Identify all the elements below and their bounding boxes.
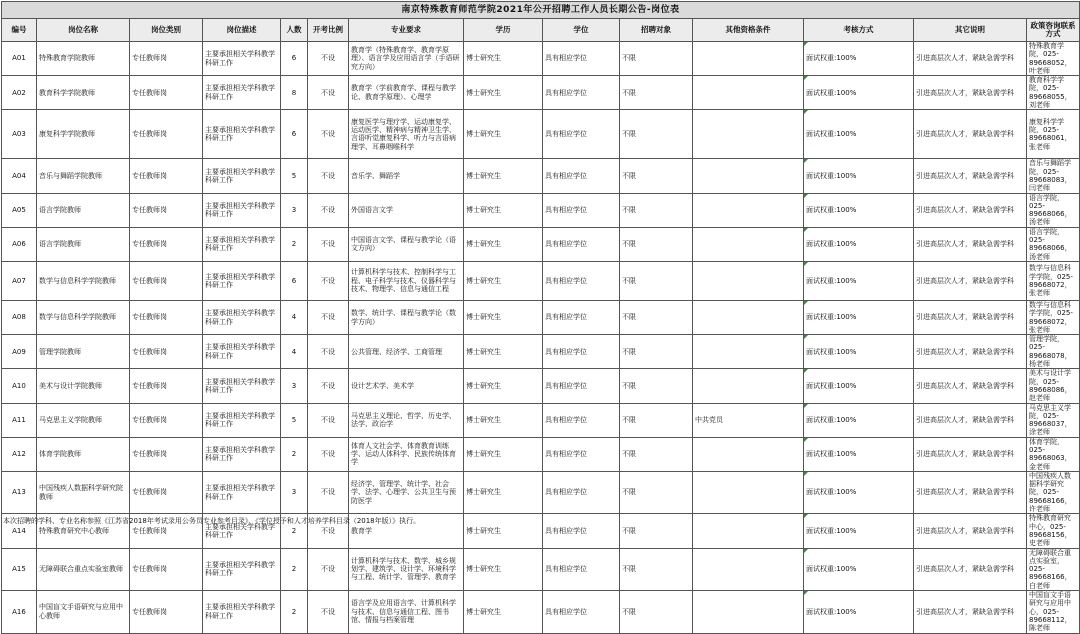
cell-major: 音乐学、舞蹈学	[349, 159, 464, 193]
cell-degree: 具有相应学位	[543, 335, 620, 369]
cell-degree: 具有相应学位	[543, 42, 620, 76]
cell-ratio: 不设	[308, 514, 349, 548]
cell-count: 6	[281, 42, 308, 76]
cell-position-name: 中国残疾人数据科学研究院教师	[37, 471, 130, 513]
cell-remarks: 引进高层次人才，紧缺急需学科	[914, 300, 1027, 334]
cell-ratio: 不设	[308, 471, 349, 513]
cell-contact: 语言学院，025-89668066，汤老师	[1027, 193, 1080, 227]
column-header: 学历	[464, 19, 543, 42]
cell-id: A10	[2, 369, 37, 403]
cell-description: 主要承担相关学科教学科研工作	[203, 514, 281, 548]
cell-other-requirements	[693, 514, 804, 548]
cell-count: 6	[281, 110, 308, 159]
cell-major: 语言学及应用语言学、计算机科学与技术、信息与通信工程、图书馆、情报与档案管理	[349, 591, 464, 633]
cell-contact: 马克思主义学院，025-89668037，涂老师	[1027, 403, 1080, 437]
cell-education: 博士研究生	[464, 403, 543, 437]
table-row	[2, 227, 1080, 261]
cell-remarks: 引进高层次人才，紧缺急需学科	[914, 369, 1027, 403]
table-row	[2, 548, 1080, 590]
cell-count: 8	[281, 76, 308, 110]
cell-description: 主要承担相关学科教学科研工作	[203, 227, 281, 261]
column-header: 学位	[543, 19, 620, 42]
cell-exam-method: 面试权重:100%	[804, 369, 914, 403]
cell-education: 博士研究生	[464, 42, 543, 76]
cell-other-requirements	[693, 369, 804, 403]
cell-degree: 具有相应学位	[543, 300, 620, 334]
cell-position-name: 语言学院教师	[37, 227, 130, 261]
cell-degree: 具有相应学位	[543, 110, 620, 159]
cell-education: 博士研究生	[464, 76, 543, 110]
cell-degree: 具有相应学位	[543, 227, 620, 261]
cell-degree: 具有相应学位	[543, 514, 620, 548]
cell-id: A15	[2, 548, 37, 590]
cell-category: 专任教师岗	[130, 193, 203, 227]
cell-other-requirements	[693, 591, 804, 633]
cell-contact: 中国盲文手语研究与应用中心，025-89668112，陈老师	[1027, 591, 1080, 633]
cell-count: 3	[281, 369, 308, 403]
cell-major: 康复医学与理疗学、运动康复学、运动医学、精神病与精神卫生学、言语听觉康复科学、听力与言语病理学、耳鼻咽喉科学	[349, 110, 464, 159]
cell-major: 外国语言文学	[349, 193, 464, 227]
cell-position-name: 数学与信息科学学院教师	[37, 300, 130, 334]
cell-description: 主要承担相关学科教学科研工作	[203, 548, 281, 590]
cell-degree: 具有相应学位	[543, 159, 620, 193]
column-header: 考核方式	[804, 19, 914, 42]
cell-id: A14	[2, 514, 37, 548]
cell-education: 博士研究生	[464, 261, 543, 300]
cell-target: 不限	[620, 76, 693, 110]
cell-remarks: 引进高层次人才，紧缺急需学科	[914, 471, 1027, 513]
cell-count: 2	[281, 514, 308, 548]
header-row	[2, 19, 1080, 42]
column-header: 岗位名称	[37, 19, 130, 42]
column-header: 其他资格条件	[693, 19, 804, 42]
cell-other-requirements	[693, 193, 804, 227]
cell-ratio: 不设	[308, 403, 349, 437]
table-row	[2, 471, 1080, 513]
cell-target: 不限	[620, 471, 693, 513]
cell-other-requirements	[693, 548, 804, 590]
cell-description: 主要承担相关学科教学科研工作	[203, 76, 281, 110]
cell-position-name: 音乐与舞蹈学院教师	[37, 159, 130, 193]
cell-education: 博士研究生	[464, 437, 543, 471]
cell-education: 博士研究生	[464, 335, 543, 369]
cell-degree: 具有相应学位	[543, 261, 620, 300]
column-header: 岗位类别	[130, 19, 203, 42]
cell-id: A06	[2, 227, 37, 261]
cell-category: 专任教师岗	[130, 369, 203, 403]
cell-description: 主要承担相关学科教学科研工作	[203, 42, 281, 76]
column-header: 其它说明	[914, 19, 1027, 42]
cell-description: 主要承担相关学科教学科研工作	[203, 591, 281, 633]
cell-description: 主要承担相关学科教学科研工作	[203, 159, 281, 193]
cell-category: 专任教师岗	[130, 261, 203, 300]
cell-id: A12	[2, 437, 37, 471]
cell-other-requirements: 中共党员	[693, 403, 804, 437]
cell-other-requirements	[693, 110, 804, 159]
cell-position-name: 特殊教育学院教师	[37, 42, 130, 76]
cell-contact: 教育科学学院，025-89668055，刘老师	[1027, 76, 1080, 110]
cell-description: 主要承担相关学科教学科研工作	[203, 335, 281, 369]
cell-contact: 语言学院，025-89668066，汤老师	[1027, 227, 1080, 261]
cell-ratio: 不设	[308, 369, 349, 403]
cell-ratio: 不设	[308, 193, 349, 227]
column-header: 政策咨询联系方式	[1027, 19, 1080, 42]
cell-remarks: 引进高层次人才，紧缺急需学科	[914, 514, 1027, 548]
cell-exam-method: 面试权重:100%	[804, 76, 914, 110]
cell-category: 专任教师岗	[130, 471, 203, 513]
cell-target: 不限	[620, 110, 693, 159]
table-row	[2, 110, 1080, 159]
cell-exam-method: 面试权重:100%	[804, 261, 914, 300]
cell-major: 计算机科学与技术、控制科学与工程、电子科学与技术、仪器科学与技术、物理学、信息与通信工程	[349, 261, 464, 300]
cell-contact: 管理学院，025-89668078，杨老师	[1027, 335, 1080, 369]
cell-education: 博士研究生	[464, 110, 543, 159]
cell-major: 教育学	[349, 514, 464, 548]
cell-position-name: 中国盲文手语研究与应用中心教师	[37, 591, 130, 633]
cell-contact: 数学与信息科学学院，025-89668072，张老师	[1027, 300, 1080, 334]
cell-remarks: 引进高层次人才，紧缺急需学科	[914, 403, 1027, 437]
cell-remarks: 引进高层次人才，紧缺急需学科	[914, 591, 1027, 633]
cell-id: A05	[2, 193, 37, 227]
cell-other-requirements	[693, 261, 804, 300]
cell-category: 专任教师岗	[130, 159, 203, 193]
cell-count: 4	[281, 300, 308, 334]
cell-remarks: 引进高层次人才，紧缺急需学科	[914, 261, 1027, 300]
cell-category: 专任教师岗	[130, 591, 203, 633]
cell-education: 博士研究生	[464, 300, 543, 334]
cell-major: 经济学、管理学、统计学、社会学、法学、心理学、公共卫生与预防医学	[349, 471, 464, 513]
cell-target: 不限	[620, 300, 693, 334]
cell-degree: 具有相应学位	[543, 591, 620, 633]
cell-other-requirements	[693, 76, 804, 110]
cell-position-name: 数学与信息科学学院教师	[37, 261, 130, 300]
cell-exam-method: 面试权重:100%	[804, 514, 914, 548]
cell-category: 专任教师岗	[130, 227, 203, 261]
cell-contact: 中国残疾人数据科学研究院，025-89668166，许老师	[1027, 471, 1080, 513]
cell-education: 博士研究生	[464, 591, 543, 633]
cell-education: 博士研究生	[464, 514, 543, 548]
cell-exam-method: 面试权重:100%	[804, 437, 914, 471]
cell-description: 主要承担相关学科教学科研工作	[203, 403, 281, 437]
cell-other-requirements	[693, 227, 804, 261]
cell-position-name: 康复科学学院教师	[37, 110, 130, 159]
cell-remarks: 引进高层次人才，紧缺急需学科	[914, 193, 1027, 227]
cell-exam-method: 面试权重:100%	[804, 227, 914, 261]
cell-position-name: 美术与设计学院教师	[37, 369, 130, 403]
cell-degree: 具有相应学位	[543, 548, 620, 590]
table-row	[2, 300, 1080, 334]
cell-ratio: 不设	[308, 110, 349, 159]
cell-major: 计算机科学与技术、数学、城乡规划学、建筑学、设计学、环境科学与工程、统计学、管理学、教育学	[349, 548, 464, 590]
cell-exam-method: 面试权重:100%	[804, 403, 914, 437]
cell-major: 设计艺术学、美术学	[349, 369, 464, 403]
cell-position-name: 无障碍联合重点实验室教师	[37, 548, 130, 590]
table-row	[2, 369, 1080, 403]
cell-target: 不限	[620, 369, 693, 403]
cell-target: 不限	[620, 261, 693, 300]
cell-other-requirements	[693, 335, 804, 369]
cell-major: 马克思主义理论、哲学、历史学、法学、政治学	[349, 403, 464, 437]
cell-other-requirements	[693, 42, 804, 76]
cell-education: 博士研究生	[464, 369, 543, 403]
cell-description: 主要承担相关学科教学科研工作	[203, 193, 281, 227]
cell-remarks: 引进高层次人才，紧缺急需学科	[914, 335, 1027, 369]
cell-exam-method: 面试权重:100%	[804, 110, 914, 159]
table-row	[2, 159, 1080, 193]
cell-exam-method: 面试权重:100%	[804, 300, 914, 334]
cell-education: 博士研究生	[464, 471, 543, 513]
cell-exam-method: 面试权重:100%	[804, 591, 914, 633]
cell-other-requirements	[693, 471, 804, 513]
cell-remarks: 引进高层次人才，紧缺急需学科	[914, 227, 1027, 261]
column-header: 招聘对象	[620, 19, 693, 42]
cell-other-requirements	[693, 300, 804, 334]
cell-major: 数学、统计学、课程与教学论（数学方向）	[349, 300, 464, 334]
cell-position-name: 马克思主义学院教师	[37, 403, 130, 437]
cell-ratio: 不设	[308, 591, 349, 633]
cell-exam-method: 面试权重:100%	[804, 42, 914, 76]
position-table	[1, 1, 1080, 634]
cell-position-name: 教育科学学院教师	[37, 76, 130, 110]
cell-target: 不限	[620, 227, 693, 261]
cell-major: 中国语言文学、课程与教学论（语文方向）	[349, 227, 464, 261]
cell-id: A01	[2, 42, 37, 76]
cell-degree: 具有相应学位	[543, 193, 620, 227]
cell-category: 专任教师岗	[130, 335, 203, 369]
cell-target: 不限	[620, 335, 693, 369]
cell-position-name: 语言学院教师	[37, 193, 130, 227]
cell-contact: 体育学院，025-89668063，金老师	[1027, 437, 1080, 471]
table-row	[2, 403, 1080, 437]
cell-target: 不限	[620, 193, 693, 227]
cell-description: 主要承担相关学科教学科研工作	[203, 300, 281, 334]
cell-description: 主要承担相关学科教学科研工作	[203, 437, 281, 471]
cell-ratio: 不设	[308, 300, 349, 334]
cell-position-name: 体育学院教师	[37, 437, 130, 471]
cell-id: A09	[2, 335, 37, 369]
cell-count: 6	[281, 261, 308, 300]
cell-remarks: 引进高层次人才，紧缺急需学科	[914, 159, 1027, 193]
cell-id: A03	[2, 110, 37, 159]
cell-target: 不限	[620, 591, 693, 633]
cell-count: 3	[281, 471, 308, 513]
column-header: 编号	[2, 19, 37, 42]
cell-count: 2	[281, 591, 308, 633]
cell-ratio: 不设	[308, 548, 349, 590]
cell-education: 博士研究生	[464, 193, 543, 227]
cell-degree: 具有相应学位	[543, 437, 620, 471]
cell-id: A07	[2, 261, 37, 300]
cell-contact: 特殊教育学院，025-89668052，叶老师	[1027, 42, 1080, 76]
cell-target: 不限	[620, 548, 693, 590]
cell-major: 教育学（学前教育学、课程与教学论、教育学原理）、心理学	[349, 76, 464, 110]
cell-category: 专任教师岗	[130, 548, 203, 590]
cell-ratio: 不设	[308, 261, 349, 300]
column-header: 专业要求	[349, 19, 464, 42]
cell-exam-method: 面试权重:100%	[804, 193, 914, 227]
cell-ratio: 不设	[308, 76, 349, 110]
cell-ratio: 不设	[308, 42, 349, 76]
cell-contact: 数学与信息科学学院，025-89668072，张老师	[1027, 261, 1080, 300]
table-row	[2, 42, 1080, 76]
cell-count: 3	[281, 193, 308, 227]
table-row	[2, 261, 1080, 300]
cell-ratio: 不设	[308, 335, 349, 369]
cell-contact: 无障碍联合重点实验室，025-89668166，白老师	[1027, 548, 1080, 590]
cell-education: 博士研究生	[464, 227, 543, 261]
cell-id: A11	[2, 403, 37, 437]
cell-ratio: 不设	[308, 227, 349, 261]
cell-category: 专任教师岗	[130, 110, 203, 159]
table-row	[2, 335, 1080, 369]
cell-position-name: 管理学院教师	[37, 335, 130, 369]
cell-major: 教育学（特殊教育学、教育学原理）、语言学及应用语言学（手语研究方向）	[349, 42, 464, 76]
cell-remarks: 引进高层次人才，紧缺急需学科	[914, 42, 1027, 76]
cell-remarks: 引进高层次人才，紧缺急需学科	[914, 437, 1027, 471]
cell-major: 体育人文社会学、体育教育训练学、运动人体科学、民族传统体育学	[349, 437, 464, 471]
cell-degree: 具有相应学位	[543, 403, 620, 437]
cell-ratio: 不设	[308, 159, 349, 193]
table-body	[2, 42, 1080, 634]
cell-target: 不限	[620, 403, 693, 437]
cell-exam-method: 面试权重:100%	[804, 548, 914, 590]
cell-id: A16	[2, 591, 37, 633]
cell-other-requirements	[693, 437, 804, 471]
cell-category: 专任教师岗	[130, 42, 203, 76]
cell-degree: 具有相应学位	[543, 471, 620, 513]
cell-contact: 康复科学学院，025-89668061，张老师	[1027, 110, 1080, 159]
table-row	[2, 437, 1080, 471]
cell-category: 专任教师岗	[130, 514, 203, 548]
cell-category: 专任教师岗	[130, 300, 203, 334]
cell-major: 公共管理、经济学、工商管理	[349, 335, 464, 369]
cell-exam-method: 面试权重:100%	[804, 159, 914, 193]
cell-position-name: 特殊教育研究中心教师	[37, 514, 130, 548]
cell-category: 专任教师岗	[130, 403, 203, 437]
cell-count: 4	[281, 335, 308, 369]
cell-id: A08	[2, 300, 37, 334]
cell-exam-method: 面试权重:100%	[804, 471, 914, 513]
cell-remarks: 引进高层次人才，紧缺急需学科	[914, 548, 1027, 590]
cell-count: 5	[281, 403, 308, 437]
table-row	[2, 193, 1080, 227]
cell-remarks: 引进高层次人才，紧缺急需学科	[914, 110, 1027, 159]
cell-id: A13	[2, 471, 37, 513]
cell-category: 专任教师岗	[130, 437, 203, 471]
cell-target: 不限	[620, 437, 693, 471]
column-header: 开考比例	[308, 19, 349, 42]
cell-description: 主要承担相关学科教学科研工作	[203, 471, 281, 513]
cell-exam-method: 面试权重:100%	[804, 335, 914, 369]
cell-count: 2	[281, 437, 308, 471]
cell-contact: 音乐与舞蹈学院，025-89668083，闫老师	[1027, 159, 1080, 193]
column-header: 人数	[281, 19, 308, 42]
cell-ratio: 不设	[308, 437, 349, 471]
cell-contact: 美术与设计学院，025-89668086，赵老师	[1027, 369, 1080, 403]
cell-id: A04	[2, 159, 37, 193]
cell-target: 不限	[620, 514, 693, 548]
cell-remarks: 引进高层次人才，紧缺急需学科	[914, 76, 1027, 110]
cell-count: 2	[281, 548, 308, 590]
cell-degree: 具有相应学位	[543, 76, 620, 110]
cell-description: 主要承担相关学科教学科研工作	[203, 110, 281, 159]
table-row	[2, 76, 1080, 110]
cell-education: 博士研究生	[464, 548, 543, 590]
cell-id: A02	[2, 76, 37, 110]
cell-other-requirements	[693, 159, 804, 193]
cell-target: 不限	[620, 159, 693, 193]
table-row	[2, 591, 1080, 633]
cell-contact: 特殊教育研究中心，025-89668156，史老师	[1027, 514, 1080, 548]
cell-education: 博士研究生	[464, 159, 543, 193]
cell-target: 不限	[620, 42, 693, 76]
cell-count: 2	[281, 227, 308, 261]
footnote: 本次招聘的学科、专业名称参照《江苏省2018年考试录用公务员专业参考目录》、《学位授予和人才培养学科目录（2018年版）》执行。	[3, 517, 421, 525]
cell-degree: 具有相应学位	[543, 369, 620, 403]
cell-description: 主要承担相关学科教学科研工作	[203, 369, 281, 403]
cell-description: 主要承担相关学科教学科研工作	[203, 261, 281, 300]
cell-category: 专任教师岗	[130, 76, 203, 110]
table-title: 南京特殊教育师范学院2021年公开招聘工作人员长期公告-岗位表	[2, 2, 1080, 19]
column-header: 岗位描述	[203, 19, 281, 42]
cell-count: 5	[281, 159, 308, 193]
